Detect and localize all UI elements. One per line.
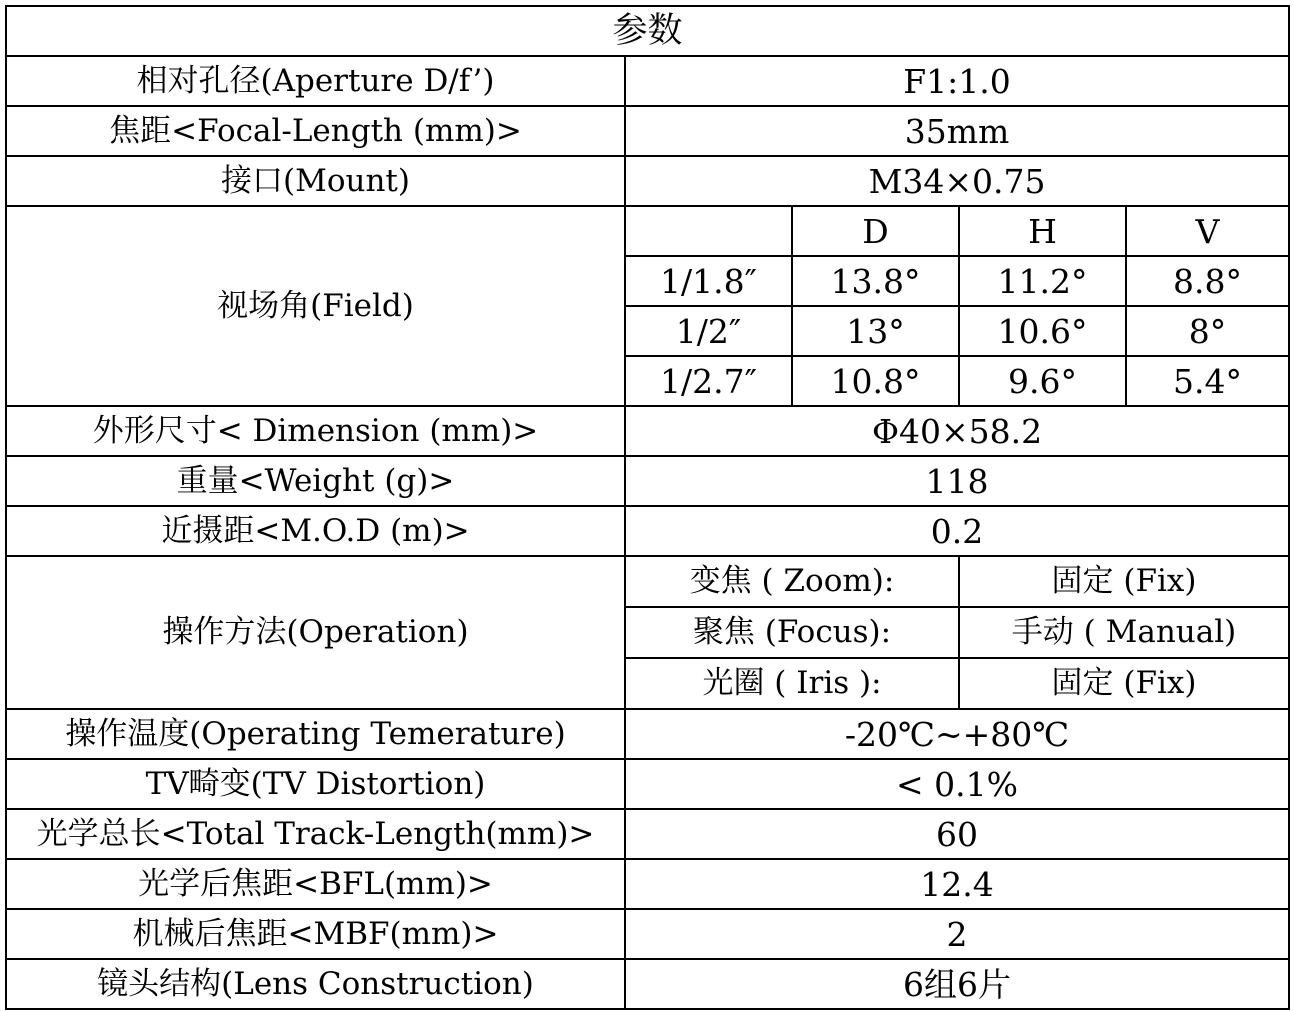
field-header-blank bbox=[625, 206, 792, 256]
total-track-label: 光学总长<Total Track-Length(mm)> bbox=[6, 809, 625, 859]
table-row bbox=[6, 506, 1289, 556]
field-v: 5.4° bbox=[1126, 356, 1289, 406]
table-row bbox=[6, 156, 1289, 206]
table-row bbox=[6, 456, 1289, 506]
field-v: 8.8° bbox=[1126, 256, 1289, 306]
field-h: 10.6° bbox=[959, 306, 1126, 356]
table-row bbox=[6, 709, 1289, 759]
field-sensor: 1/2.7″ bbox=[625, 356, 792, 406]
field-v: 8° bbox=[1126, 306, 1289, 356]
table-row bbox=[6, 406, 1289, 456]
mount-value: M34×0.75 bbox=[625, 156, 1289, 206]
mod-label: 近摄距<M.O.D (m)> bbox=[6, 506, 625, 556]
table-row bbox=[6, 56, 1289, 106]
dimension-label: 外形尺寸< Dimension (mm)> bbox=[6, 406, 625, 456]
field-d: 13° bbox=[792, 306, 959, 356]
title-row bbox=[6, 6, 1289, 56]
field-h: 9.6° bbox=[959, 356, 1126, 406]
table-title: 参数 bbox=[6, 6, 1289, 56]
field-h: 11.2° bbox=[959, 256, 1126, 306]
operation-zoom-value: 固定 (Fix) bbox=[959, 556, 1289, 607]
dimension-value: Φ40×58.2 bbox=[625, 406, 1289, 456]
focal-length-label: 焦距<Focal-Length (mm)> bbox=[6, 106, 625, 156]
operation-iris-value: 固定 (Fix) bbox=[959, 658, 1289, 709]
field-d: 10.8° bbox=[792, 356, 959, 406]
operation-label: 操作方法(Operation) bbox=[6, 556, 625, 709]
operation-zoom-name: 变焦 ( Zoom): bbox=[625, 556, 959, 607]
construction-label: 镜头结构(Lens Construction) bbox=[6, 959, 625, 1009]
table-row bbox=[6, 759, 1289, 809]
table-row bbox=[6, 909, 1289, 959]
field-sensor: 1/2″ bbox=[625, 306, 792, 356]
field-header-d: D bbox=[792, 206, 959, 256]
weight-label: 重量<Weight (g)> bbox=[6, 456, 625, 506]
field-header-v: V bbox=[1126, 206, 1289, 256]
weight-value: 118 bbox=[625, 456, 1289, 506]
mbf-value: 2 bbox=[625, 909, 1289, 959]
distortion-value: < 0.1% bbox=[625, 759, 1289, 809]
focal-length-value: 35mm bbox=[625, 106, 1289, 156]
aperture-value: F1:1.0 bbox=[625, 56, 1289, 106]
field-header-h: H bbox=[959, 206, 1126, 256]
table-row bbox=[6, 106, 1289, 156]
table-row bbox=[6, 809, 1289, 859]
mbf-label: 机械后焦距<MBF(mm)> bbox=[6, 909, 625, 959]
field-sensor: 1/1.8″ bbox=[625, 256, 792, 306]
distortion-label: TV畸变(TV Distortion) bbox=[6, 759, 625, 809]
field-label: 视场角(Field) bbox=[6, 206, 625, 406]
bfl-label: 光学后焦距<BFL(mm)> bbox=[6, 859, 625, 909]
construction-value: 6组6片 bbox=[625, 959, 1289, 1009]
operation-iris-name: 光圈 ( Iris ): bbox=[625, 658, 959, 709]
field-d: 13.8° bbox=[792, 256, 959, 306]
operation-focus-name: 聚焦 (Focus): bbox=[625, 607, 959, 658]
table-row bbox=[6, 859, 1289, 909]
aperture-label: 相对孔径(Aperture D/f’) bbox=[6, 56, 625, 106]
operation-focus-value: 手动 ( Manual) bbox=[959, 607, 1289, 658]
field-header-row bbox=[6, 206, 1289, 256]
table-row bbox=[6, 959, 1289, 1009]
temperature-label: 操作温度(Operating Temerature) bbox=[6, 709, 625, 759]
lens-spec-table bbox=[5, 5, 1290, 1010]
operation-row bbox=[6, 556, 1289, 607]
mod-value: 0.2 bbox=[625, 506, 1289, 556]
temperature-value: -20℃~+80℃ bbox=[625, 709, 1289, 759]
total-track-value: 60 bbox=[625, 809, 1289, 859]
mount-label: 接口(Mount) bbox=[6, 156, 625, 206]
bfl-value: 12.4 bbox=[625, 859, 1289, 909]
